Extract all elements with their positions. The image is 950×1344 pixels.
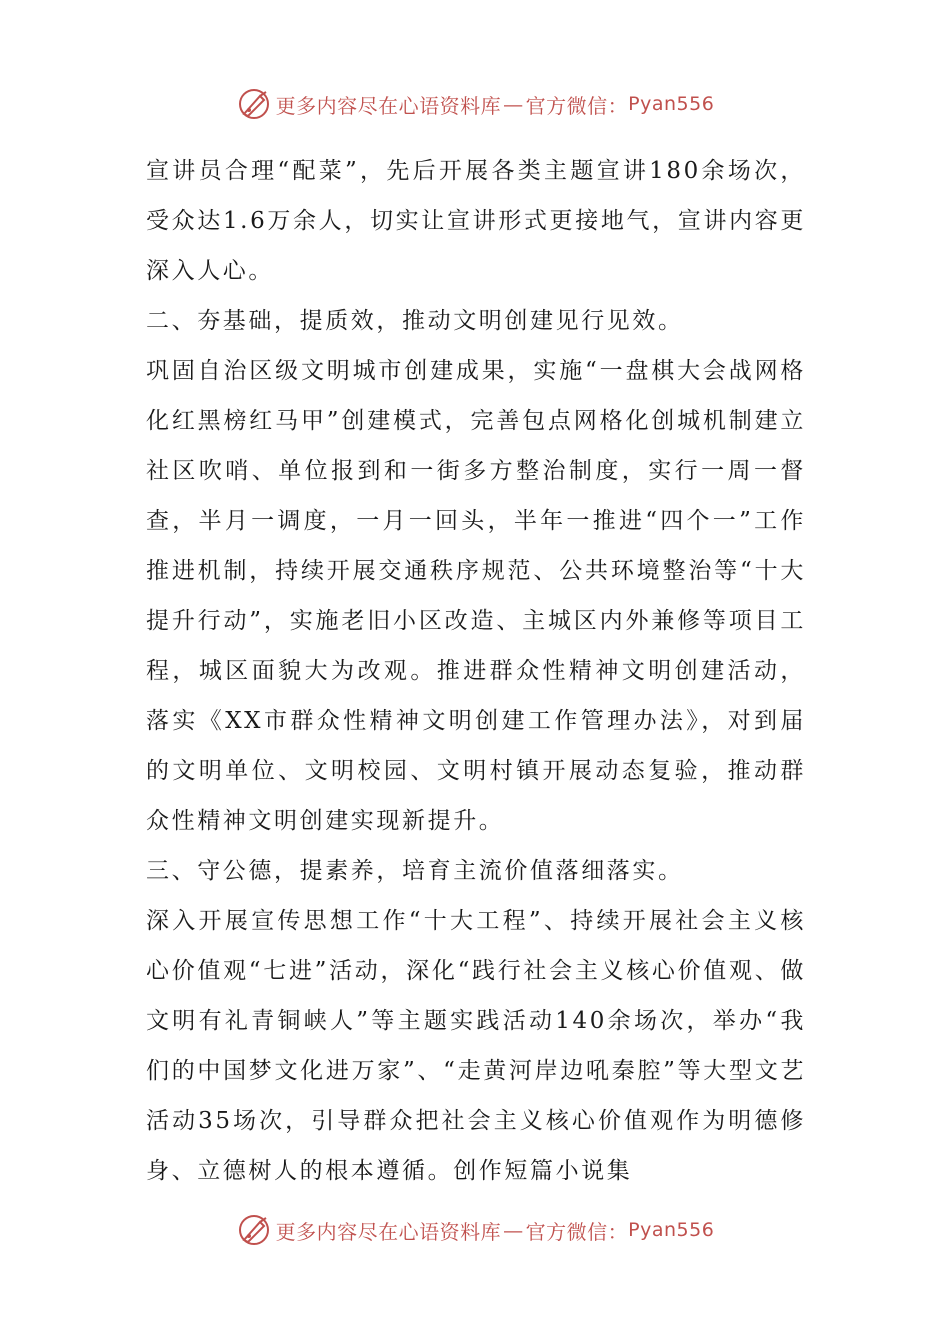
footer-brand-text: 更多内容尽在心语资料库 xyxy=(275,1219,502,1244)
page-header-banner xyxy=(0,84,950,124)
footer-wechat-label: 官方微信： xyxy=(525,1219,629,1244)
page-footer-banner xyxy=(0,1210,950,1250)
header-dash: — xyxy=(503,92,524,116)
header-wechat-handle: Pyan556 xyxy=(628,93,715,115)
pen-nib-circle-icon xyxy=(236,1212,272,1248)
pen-nib-circle-icon xyxy=(236,86,272,122)
body-paragraph-2: 巩固自治区级文明城市创建成果，实施“一盘棋大会战网格化红黑榜红马甲”创建模式，完善包点网格化创城机制建立社区吹哨、单位报到和一街多方整治制度，实行一周一督查，半月一调度，一月一回头，半年一推进“四个一”工作推进机制，持续开展交通秩序规范、公共环境整治等“十大提升行动”，实施老旧小区改造、主城区内外兼修等项目工程，城区面貌大为改观。推进群众性精神文明创建活动，落实《XX市群众性精神文明创建工作管理办法》，对到届的文明单位、文明校园、文明村镇开展动态复验，推动群众性精神文明创建实现新提升。 xyxy=(146,358,806,834)
section-heading-3: 三、守公德，提素养，培育主流价值落细落实。 xyxy=(146,858,684,884)
section-heading-2: 二、夯基础，提质效，推动文明创建见行见效。 xyxy=(146,308,684,334)
body-paragraph-3: 深入开展宣传思想工作“十大工程”、持续开展社会主义核心价值观“七进”活动，深化“践行社会主义核心价值观、做文明有礼青铜峡人”等主题实践活动140余场次，举办“我们的中国梦文化进万家”、“走黄河岸边吼秦腔”等大型文艺活动35场次，引导群众把社会主义核心价值观作为明德修身、立德树人的根本遵循。创作短篇小说集 xyxy=(146,908,806,1184)
document-body xyxy=(146,146,806,1196)
header-wechat-label: 官方微信： xyxy=(525,93,629,118)
header-brand-text: 更多内容尽在心语资料库 xyxy=(275,93,502,118)
footer-wechat-handle: Pyan556 xyxy=(628,1219,715,1241)
body-paragraph-1: 宣讲员合理“配菜”，先后开展各类主题宣讲180余场次，受众达1.6万余人，切实让宣讲形式更接地气，宣讲内容更深入人心。 xyxy=(146,158,806,284)
footer-dash: — xyxy=(503,1218,524,1242)
